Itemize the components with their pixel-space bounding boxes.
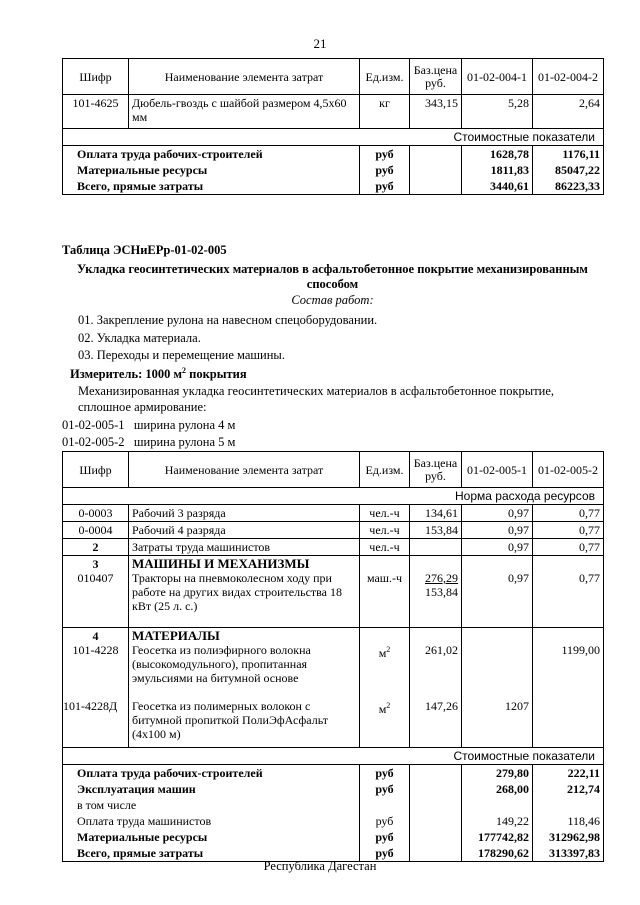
header-col1: 01-02-005-1 [462, 452, 533, 488]
row-code: 101-4228 [72, 643, 119, 657]
row-price: 261,02 [425, 643, 458, 657]
section-cost-indicators: Стоимостные показатели [63, 748, 604, 765]
sum-v2: 1176,11 [533, 146, 604, 163]
section-title: МАШИНЫ И МЕХАНИЗМЫ [132, 556, 310, 571]
sum-row [63, 781, 604, 797]
sum-empty [410, 797, 462, 813]
sum-v2 [533, 797, 604, 813]
sum-row [63, 765, 604, 782]
sum-name: в том числе [63, 797, 360, 813]
row-v1: 0,97 [462, 505, 533, 522]
table-subtitle-line1: Укладка геосинтетических материалов в асфальтобетонное покрытие механизированным [77, 262, 588, 276]
row-code: 101-4625 [63, 95, 129, 129]
description-line1: Механизированная укладка геосинтетических материалов в асфальтобетонное покрытие, [78, 384, 555, 398]
header-col1: 01-02-004-1 [462, 59, 533, 95]
unit-text: м [378, 702, 387, 716]
row-name: Геосетка из полиэфирного волокна (высокомодульного), пропитанная эмульсиями на битумной основе [132, 643, 311, 685]
row-unit: кг [360, 95, 410, 129]
sum-v1 [462, 797, 533, 813]
sum-name: Оплата труда рабочих-строителей [63, 765, 360, 782]
sum-v2: 86223,33 [533, 178, 604, 195]
table-subtitle-line2: способом [306, 277, 359, 291]
row-price [410, 539, 462, 556]
table-row [63, 505, 604, 522]
sum-row [63, 829, 604, 845]
sum-v2: 118,46 [533, 813, 604, 829]
cost-table-01-02-004 [62, 58, 604, 195]
sum-unit: руб [360, 162, 410, 178]
sum-unit [360, 797, 410, 813]
sum-empty [410, 178, 462, 195]
unit-sup: 2 [386, 701, 391, 710]
work-item: 02. Укладка материала. [78, 331, 201, 345]
section-cost-indicators: Стоимостные показатели [63, 129, 604, 146]
row-name: Тракторы на пневмоколесном ходу при работе на других видах строительства 18 кВт (25 л. с.) [132, 571, 342, 613]
sum-row [63, 178, 604, 195]
section-norm: Норма расхода ресурсов [63, 488, 604, 505]
section-title: МАТЕРИАЛЫ [132, 628, 220, 643]
table-row [63, 539, 604, 556]
row-price: 276,29 [425, 571, 458, 585]
variant-code: 01-02-005-2 [62, 435, 125, 449]
works-heading: Состав работ: [291, 293, 374, 307]
row-v2: 0,77 [533, 522, 604, 539]
row-v2: 1199,00 [561, 643, 600, 657]
sum-v1: 268,00 [462, 781, 533, 797]
sum-v2: 313397,83 [533, 845, 604, 862]
row-price: 153,84 [410, 522, 462, 539]
sum-row [63, 146, 604, 163]
sum-v2: 85047,22 [533, 162, 604, 178]
row-code: 0-0004 [63, 522, 129, 539]
header-unit: Ед.изм. [360, 452, 410, 488]
unit-sup: 2 [386, 645, 391, 654]
sum-unit: руб [360, 765, 410, 782]
sum-row [63, 797, 604, 813]
table-row [63, 522, 604, 539]
sum-name: Всего, прямые затраты [63, 845, 360, 862]
row-code: 2 [63, 539, 129, 556]
sum-v2: 212,74 [533, 781, 604, 797]
row-code: 010407 [77, 571, 114, 585]
row-unit: чел.-ч [360, 505, 410, 522]
sum-v1: 1811,83 [462, 162, 533, 178]
row-v1: 0,97 [508, 571, 529, 585]
sum-name: Эксплуатация машин [63, 781, 360, 797]
sum-v1: 178290,62 [462, 845, 533, 862]
row-price: 343,15 [410, 95, 462, 129]
footer-region: Республика Дагестан [263, 859, 377, 873]
work-item: 01. Закрепление рулона на навесном спецоборудовании. [78, 313, 378, 327]
sum-empty [410, 781, 462, 797]
work-item: 03. Переходы и перемещение машины. [78, 348, 285, 362]
variant-item [62, 435, 235, 450]
row-unit: чел.-ч [360, 522, 410, 539]
row-v1: 1207 [505, 699, 529, 713]
description-line2: сплошное армирование: [78, 400, 207, 414]
header-name: Наименование элемента затрат [129, 59, 360, 95]
variant-text: ширина рулона 5 м [133, 435, 236, 449]
sum-unit: руб [360, 146, 410, 163]
sum-row [63, 162, 604, 178]
table-row [63, 95, 604, 129]
row-name: Рабочий 4 разряда [129, 522, 360, 539]
sum-v2: 312962,98 [533, 829, 604, 845]
sum-name: Материальные ресурсы [63, 162, 360, 178]
header-code: Шифр [63, 59, 129, 95]
sum-empty [410, 813, 462, 829]
variant-text: ширина рулона 4 м [133, 418, 236, 432]
sum-unit: руб [360, 813, 410, 829]
sum-v1: 3440,61 [462, 178, 533, 195]
sum-empty [410, 829, 462, 845]
header-code: Шифр [63, 452, 129, 488]
sum-name: Всего, прямые затраты [63, 178, 360, 195]
header-base-price: Баз.цена руб. [410, 59, 462, 95]
header-base-price: Баз.цена руб. [410, 452, 462, 488]
row-code: 101-4228Д [63, 699, 118, 713]
row-v1: 0,97 [462, 522, 533, 539]
page-number: 21 [313, 36, 327, 51]
sum-empty [410, 162, 462, 178]
row-unit [363, 643, 406, 699]
row-unit [363, 699, 406, 716]
row-v1: 5,28 [462, 95, 533, 129]
row-price: 147,26 [425, 699, 458, 713]
row-unit: чел.-ч [360, 539, 410, 556]
sum-name: Материальные ресурсы [63, 829, 360, 845]
sum-unit: руб [360, 845, 410, 862]
row-unit: маш.-ч [366, 571, 403, 585]
meter-line [70, 366, 247, 382]
row-name: Затраты труда машинистов [129, 539, 360, 556]
sum-v1: 1628,78 [462, 146, 533, 163]
sum-unit: руб [360, 178, 410, 195]
sum-empty [410, 146, 462, 163]
materials-section [63, 628, 604, 748]
section-number: 4 [92, 629, 99, 643]
row-v2: 0,77 [533, 539, 604, 556]
sum-v1: 177742,82 [462, 829, 533, 845]
variant-item [62, 418, 235, 433]
cost-table-01-02-005 [62, 451, 604, 862]
row-v2: 2,64 [533, 95, 604, 129]
sum-name: Оплата труда рабочих-строителей [63, 146, 360, 163]
row-code: 0-0003 [63, 505, 129, 522]
sum-row [63, 813, 604, 829]
row-price: 134,61 [410, 505, 462, 522]
section-number: 3 [92, 557, 99, 571]
sum-v1: 149,22 [462, 813, 533, 829]
header-unit: Ед.изм. [360, 59, 410, 95]
row-name: Рабочий 3 разряда [129, 505, 360, 522]
header-col2: 01-02-005-2 [533, 452, 604, 488]
meter-label: Измеритель: 1000 м [70, 367, 183, 382]
sum-unit: руб [360, 781, 410, 797]
machines-section [63, 556, 604, 628]
table-title: Таблица ЭСНиЕРр-01-02-005 [62, 243, 227, 257]
row-v2: 0,77 [533, 505, 604, 522]
row-v1: 0,97 [462, 539, 533, 556]
row-v1 [465, 643, 529, 699]
header-col2: 01-02-004-2 [533, 59, 604, 95]
header-name: Наименование элемента затрат [129, 452, 360, 488]
row-price-alt: 153,84 [425, 585, 458, 599]
meter-sup: 2 [182, 366, 187, 375]
sum-unit: руб [360, 829, 410, 845]
unit-text: м [378, 646, 387, 660]
row-name: Дюбель-гвоздь с шайбой размером 4,5х60 мм [129, 95, 360, 129]
sum-v2: 222,11 [533, 765, 604, 782]
row-name: Геосетка из полимерных волокон с битумной пропиткой ПолиЭфАсфальт (4х100 м) [132, 699, 328, 741]
variant-code: 01-02-005-1 [62, 418, 125, 432]
meter-tail: покрытия [186, 367, 247, 382]
sum-v1: 279,80 [462, 765, 533, 782]
sum-empty [410, 765, 462, 782]
sum-name: Оплата труда машинистов [63, 813, 360, 829]
row-v2: 0,77 [579, 571, 600, 585]
